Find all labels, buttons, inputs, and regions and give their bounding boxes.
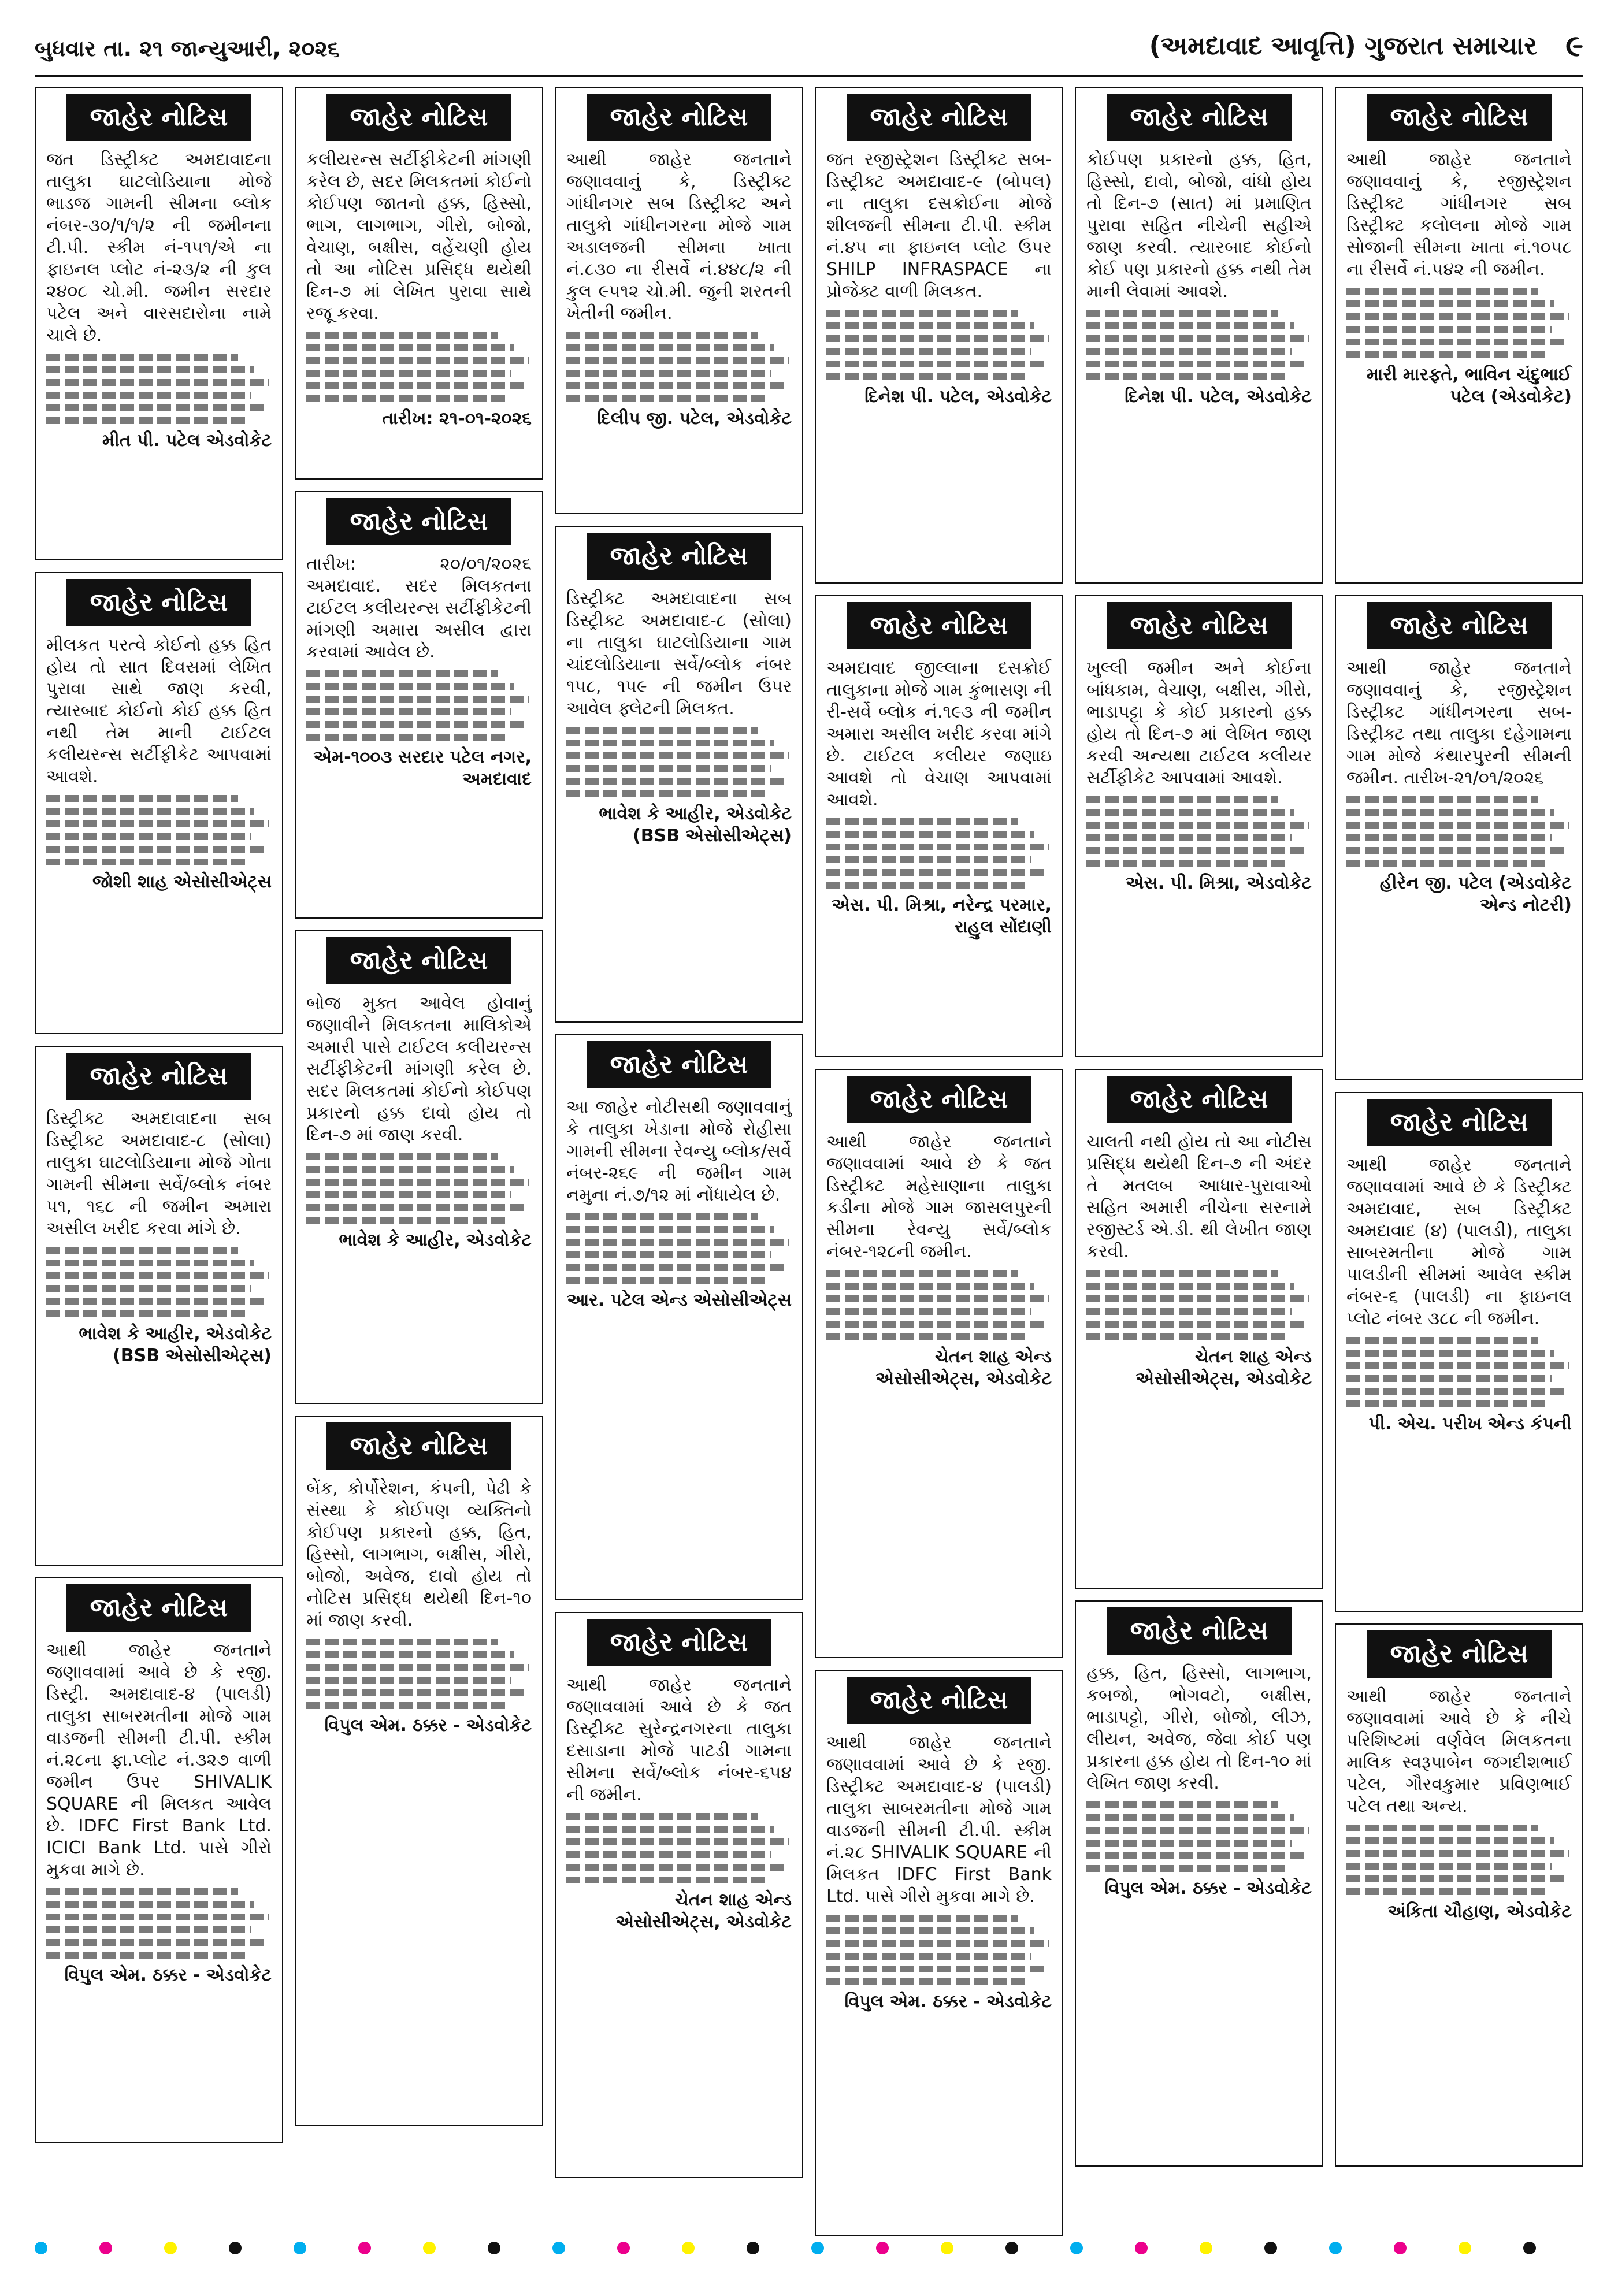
text-line <box>306 1179 529 1186</box>
text-line <box>1086 1865 1289 1872</box>
public-notice <box>815 87 1063 584</box>
text-line <box>306 1191 511 1198</box>
text-line <box>826 1915 1018 1922</box>
text-line <box>306 370 511 377</box>
text-line <box>46 1260 254 1266</box>
notice-text: ચાલતી નથી હોય તો આ નોટીસ પ્રસિદ્ધ થયેથી દિન-૭ ની અંદર તે મતલબ આધાર-પુરાવાઓ સહિત અમારી નીચેના સરનામે રજીસ્ટર્ડ એ.ડી. થી લેખીત જાણ કરવી. <box>1086 1132 1312 1262</box>
notice-signature: દિલીપ જી. પટેલ, એડવોકેટ <box>597 408 792 429</box>
public-notice <box>1335 1623 1583 2167</box>
text-line <box>1086 1827 1309 1834</box>
registration-dot <box>1459 2242 1471 2254</box>
issue-date: બુધવાર તા. ૨૧ જાન્યુઆરી, ૨૦૨૬ <box>35 36 340 61</box>
text-line <box>566 752 789 759</box>
text-line <box>46 404 267 411</box>
text-line <box>566 790 769 797</box>
notice-title: જાહેર નોટિસ <box>847 1076 1031 1123</box>
text-line <box>826 1966 1047 1972</box>
notice-body <box>1076 1123 1322 1398</box>
text-line <box>826 1927 1034 1934</box>
notice-title: જાહેર નોટિસ <box>1367 94 1552 141</box>
notice-signature: અંકિતા ચૌહાણ, એડવોકેટ <box>1387 1901 1572 1922</box>
public-notice <box>815 1670 1063 2236</box>
text-line <box>1346 822 1569 829</box>
text-line <box>826 818 1018 825</box>
text-line <box>566 382 787 389</box>
text-line <box>1346 796 1538 803</box>
notice-signature: વિપુલ એમ. ઠક્કર - એડવોકેટ <box>1104 1878 1312 1899</box>
text-line <box>306 1677 511 1684</box>
text-line <box>826 1978 1029 1985</box>
text-line <box>1086 1814 1294 1821</box>
text-line <box>46 1272 269 1279</box>
text-line <box>1086 373 1289 380</box>
notice-signature: દિનેશ પી. પટેલ, એડવોકેટ <box>1125 387 1312 407</box>
text-line <box>1346 1362 1569 1369</box>
text-line <box>306 683 514 690</box>
notice-signature: ભાવેશ કે આહીર, એડવોકેટ (BSB એસોસીએટ્સ) <box>79 1324 272 1366</box>
public-notice <box>295 930 543 1404</box>
notice-signature: એમ-૧૦૦૩ સરદાર પટેલ નગર, અમદાવાદ <box>313 747 532 789</box>
text-line <box>1346 339 1567 345</box>
text-line <box>1086 1295 1309 1302</box>
notice-body <box>296 984 542 1260</box>
text-line <box>1346 1863 1552 1870</box>
notice-title: જાહેર નોટિસ <box>847 94 1031 141</box>
public-notice <box>555 1612 803 2178</box>
text-line <box>566 357 789 364</box>
text-line <box>306 1153 498 1160</box>
text-line <box>1086 1283 1294 1290</box>
text-line <box>1346 1837 1554 1844</box>
notice-title: જાહેર નોટિસ <box>326 1422 511 1470</box>
text-line <box>566 1239 789 1246</box>
page-number: ૯ <box>1565 29 1583 64</box>
notice-text: ડિસ્ટ્રીક્ટ અમદાવાદના સબ ડિસ્ટ્રીક્ટ અમદાવાદ-૮ (સોલા) તાલુકા ઘાટલોડિયાના મોજે ગોતા ગામની સીમના સર્વે/બ્લોક નંબર ૫૧, ૧૬૮ ની જમીન અમારા અસીલ ખરીદ કરવા માંગે છે. <box>46 1109 272 1239</box>
notice-title: જાહેર નોટિસ <box>587 1619 771 1666</box>
registration-dot <box>1264 2242 1277 2254</box>
notice-body <box>1336 1678 1582 1931</box>
text-line <box>566 332 758 339</box>
text-line <box>826 831 1034 838</box>
notice-signature: ભાવેશ કે આહીર, એડવોકેટ <box>339 1230 532 1250</box>
notice-title: જાહેર નોટિસ <box>66 1584 251 1632</box>
registration-dot <box>811 2242 824 2254</box>
public-notice <box>555 1034 803 1600</box>
notice-body <box>556 1088 802 1320</box>
text-line <box>46 820 269 827</box>
text-line <box>1086 809 1294 816</box>
notice-signature: ભાવેશ કે આહીર, એડવોકેટ (BSB એસોસીએટ્સ) <box>599 804 792 846</box>
notice-signature: એસ. પી. મિશ્રા, નરેન્દ્ર પરમાર, રાહુલ સોંદાણી <box>832 895 1052 937</box>
notice-text: ખુલ્લી જમીન અને કોઈના બાંધકામ, વેચાણ, બક્ષીસ, ગીરો, ભાડાપટ્ટા કે કોઈ પ્રકારનો હક્ક હોય તો દિન-૭ માં લેખિત જાણ કરવી અન્યથા ટાઈટલ કલીયર સર્ટીફીકેટ આપવામાં આવશે. <box>1086 658 1312 788</box>
text-line <box>826 1270 1018 1277</box>
registration-dot <box>1394 2242 1407 2254</box>
text-line <box>826 335 1049 342</box>
notice-title: જાહેર નોટિસ <box>326 937 511 984</box>
text-line <box>46 392 251 399</box>
notice-text: બેંક, કોર્પોરેશન, કંપની, પેઢી કે સંસ્થા કે કોઈપણ વ્યક્તિનો કોઈપણ પ્રકારનો હક્ક, હિત, હિસ્સો, લાગભાગ, બક્ષીસ, ગીરો, બોજો, અવેજ, દાવો હોય તો નોટિસ પ્રસિદ્ધ થયેથી દિન-૧૦ માં જાણ કરવી. <box>306 1478 532 1630</box>
notice-title: જાહેર નોટિસ <box>1107 602 1292 649</box>
text-line <box>46 808 254 815</box>
text-line <box>1086 310 1278 317</box>
text-line <box>826 361 1047 367</box>
notice-body <box>36 141 282 460</box>
text-line <box>306 1664 529 1671</box>
public-notice <box>35 87 283 560</box>
notice-signature: મારી મારફતે, ભાવિન ચંદુભાઈ પટેલ (એડવોકેટ) <box>1366 365 1572 407</box>
notice-text: આથી જાહેર જનતાને જણાવવામાં આવે છે કે જત ડિસ્ટ્રીક્ટ મહેસાણાના તાલુકા કડીના મોજે ગામ જાસલપુરની સીમના રેવન્યુ સર્વે/બ્લોક નંબર-૧૨૮ની જમીન. <box>826 1132 1052 1262</box>
notice-title: જાહેર નોટિસ <box>66 94 251 141</box>
text-line <box>1346 809 1554 816</box>
text-line <box>306 344 514 351</box>
notice-text: જત ડિસ્ટ્રીક્ટ અમદાવાદના તાલુકા ઘાટલોડિયાના મોજે ભાડજ ગામની સીમના બ્લોક નંબર-૩૦/૧/૧/૨ ની જમીનના ટી.પી. સ્કીમ નં-૧૫૧/એ ના ફાઇનલ પ્લોટ નં-૨૩/૨ ની કુલ ૨૪૦૮ ચો.મી. જમીન સરદાર પટેલ અને વારસદારોના નામે ચાલે છે. <box>46 150 272 345</box>
text-line <box>306 382 527 389</box>
text-line <box>1346 1850 1569 1857</box>
notice-title: જાહેર નોટિસ <box>1107 1076 1292 1123</box>
public-notice <box>295 87 543 480</box>
notice-signature: મીત પી. પટેલ એડવોકેટ <box>102 430 272 451</box>
text-line <box>46 1310 249 1317</box>
text-line <box>306 1204 527 1211</box>
public-notice <box>35 1577 283 2143</box>
notice-body <box>1336 649 1582 924</box>
registration-dot <box>1070 2242 1083 2254</box>
notice-signature: તારીખ: ૨૧-૦૧-૨૦૨૬ <box>382 408 532 429</box>
text-line <box>46 1939 267 1946</box>
public-notice <box>555 526 803 1023</box>
text-line <box>566 370 771 377</box>
text-line <box>1346 288 1538 295</box>
text-line <box>46 354 238 361</box>
notice-body <box>816 141 1062 416</box>
notice-title: જાહેર નોટિસ <box>587 1041 771 1088</box>
public-notice <box>295 1416 543 2126</box>
text-line <box>826 1308 1031 1315</box>
notice-text: આથી જાહેર જનતાને જણાવવામાં આવે છે કે જત ડિસ્ટ્રીક્ટ સુરેન્દ્રનગરના તાલુકા દસાડાના મોજે પાટડી ગામના સીમના સર્વે/બ્લોક નંબર-૬૫૪ ની જમીન. <box>566 1675 792 1805</box>
notice-text: આથી જાહેર જનતાને જણાવવાનું કે, રજીસ્ટ્રેશન ડિસ્ટ્રીક્ટ ગાંધીનગરના સબ-ડિસ્ટ્રીક્ટ તથા તાલુકા દહેગામના ગામ મોજે કંથારપુરની સીમની જમીન. તારીખ-૨૧/૦૧/૨૦૨૬ <box>1346 658 1572 788</box>
text-line <box>46 366 254 373</box>
notice-signature: પી. એચ. પરીખ એન્ડ કંપની <box>1368 1414 1572 1434</box>
registration-dot <box>617 2242 630 2254</box>
notice-text: કલીયરન્સ સર્ટીફીકેટની માંગણી કરેલ છે, સદર મિલકતમાં કોઈનો કોઈપણ જાતનો હક્ક, હિસ્સો, ભાગ, લાગભાગ, ગીરો, બોજો, વેચાણ, બક્ષીસ, વહેંચણી હોય તો આ નોટિસ પ્રસિદ્ધ થયેથી દિન-૭ માં લેખિત પુરાવા સાથે રજૂ કરવા. <box>306 150 532 324</box>
text-line <box>566 765 771 772</box>
text-line <box>306 1651 514 1658</box>
registration-dot <box>747 2242 759 2254</box>
registration-dot <box>229 2242 242 2254</box>
text-line <box>826 348 1031 355</box>
text-line <box>46 1952 249 1959</box>
registration-dot <box>876 2242 889 2254</box>
notice-body <box>1076 649 1322 902</box>
notice-body <box>1336 1146 1582 1443</box>
text-line <box>46 833 251 840</box>
text-line <box>566 727 758 734</box>
notice-signature: વિપુલ એમ. ઠક્કર - એડવોકેટ <box>844 1992 1052 2012</box>
text-line <box>1086 1840 1292 1847</box>
registration-dot <box>294 2242 306 2254</box>
notice-title: જાહેર નોટિસ <box>1107 94 1292 141</box>
text-line <box>566 1226 774 1233</box>
notice-text: તારીખ: ૨૦/૦૧/૨૦૨૬ અમદાવાદ. સદર મિલકતના ટાઈટલ કલીયરન્સ સર્ટીફીકેટની માંગણી અમારા અસીલ દ્વારા કરવામાં આવેલ છે. <box>306 554 532 662</box>
text-line <box>1086 1270 1278 1277</box>
text-line <box>826 310 1018 317</box>
text-line <box>46 1298 267 1305</box>
public-notice <box>555 87 803 514</box>
text-line <box>826 844 1049 850</box>
notice-signature: એસ. પી. મિશ્રા, એડવોકેટ <box>1125 873 1312 893</box>
text-line <box>1086 834 1292 841</box>
text-line <box>566 1877 769 1883</box>
text-line <box>1086 1333 1289 1340</box>
public-notice <box>1335 595 1583 1080</box>
notice-signature: જોશી શાહ એસોસીએટ્સ <box>92 872 272 892</box>
text-line <box>826 1333 1029 1340</box>
notice-title: જાહેર નોટિસ <box>847 1677 1031 1724</box>
registration-dot <box>1005 2242 1018 2254</box>
text-line <box>1346 1888 1549 1895</box>
print-color-bar <box>35 2236 1583 2259</box>
text-line <box>46 1926 251 1933</box>
text-line <box>1346 834 1552 841</box>
text-line <box>826 373 1029 380</box>
notice-signature: હીરેન જી. પટેલ (એડવોકેટ એન્ડ નોટરી) <box>1379 873 1572 915</box>
page-header <box>35 23 1583 77</box>
notice-body <box>556 141 802 438</box>
notice-text: આથી જાહેર જનતાને જણાવવામાં આવે છે કે રજી. ડિસ્ટ્રી. અમદાવાદ-૪ (પાલડી) તાલુકા સાબરમતીના મોજે ગામ વાડજની સીમની ટી.પી. સ્કીમ નં.૨૮ના ફા.પ્લોટ નં.૩૨૭ વાળી જમીન ઉપર SHIVALIK SQUARE ની મિલકત આવેલ છે. IDFC First Bank Ltd. ICICI Bank Ltd. પાસે ગીરો મુકવા માગે છે. <box>46 1640 272 1880</box>
text-line <box>566 1251 771 1258</box>
public-notice <box>815 595 1063 1057</box>
edition-masthead: (અમદાવાદ આવૃત્તિ) ગુજરાત સમાચાર <box>1149 31 1537 61</box>
notice-body <box>36 1632 282 1994</box>
text-line <box>306 1689 527 1696</box>
text-line <box>566 740 774 746</box>
notice-body <box>556 1666 802 1941</box>
notice-signature: ચેતન શાહ એન્ડ એસોસીએટ્સ, એડવોકેટ <box>1135 1347 1312 1389</box>
text-line <box>46 795 238 802</box>
notice-signature: વિપુલ એમ. ઠક્કર - એડવોકેટ <box>324 1715 532 1736</box>
text-line <box>46 1888 238 1895</box>
text-line <box>826 1295 1049 1302</box>
text-line <box>306 332 498 339</box>
text-line <box>1086 847 1307 854</box>
notice-title: જાહેર નોટિસ <box>326 94 511 141</box>
text-line <box>566 1838 789 1845</box>
text-line <box>1346 300 1554 307</box>
registration-dot <box>99 2242 112 2254</box>
text-line <box>306 1702 509 1709</box>
text-line <box>46 859 249 865</box>
notice-text: અમદાવાદ જીલ્લાના દસક્રોઈ તાલુકાના મોજે ગામ કુંભાસણ ની રી-સર્વે બ્લોક નં.૧૯૩ ની જમીન અમારા અસીલ ખરીદ કરવા માંગે છે. ટાઈટલ કલીયર જણાઇ આવશે તો વેચાણ આપવામાં આવશે. <box>826 658 1052 810</box>
text-line <box>826 1321 1047 1328</box>
notice-title: જાહેર નોટિસ <box>1367 1099 1552 1146</box>
notice-text: ડિસ્ટ્રીક્ટ અમદાવાદના સબ ડિસ્ટ્રીક્ટ અમદાવાદ-૮ (સોલા) ના તાલુકા ઘાટલોડિયાના ગામ ચાંદલોડિયાના સર્વે/બ્લોક નંબર ૧૫૮, ૧૫૯ ની જમીન ઉપર આવેલ ફ્લેટની મિલકત. <box>566 589 792 719</box>
notice-text: જત રજીસ્ટ્રેશન ડિસ્ટ્રીક્ટ સબ-ડિસ્ટ્રીક્ટ અમદાવાદ-૯ (બોપલ) ના તાલુકા દસક્રોઈના મોજે શીલજની સીમના ટી.પી. સ્કીમ નં.૪૫ ના ફાઇનલ પ્લોટ ઉપર SHILP INFRASPACE ના પ્રોજેક્ટ વાળી મિલકત. <box>826 150 1052 302</box>
text-line <box>1346 313 1569 320</box>
text-line <box>1086 1321 1307 1328</box>
registration-dot <box>682 2242 695 2254</box>
notice-signature: ચેતન શાહ એન્ડ એસોસીએટ્સ, એડવોકેટ <box>875 1347 1052 1389</box>
notice-text: આથી જાહેર જનતાને જણાવવાનું કે, રજીસ્ટ્રેશન ડિસ્ટ્રીક્ટ ગાંધીનગર સબ ડિસ્ટ્રીક્ટ કલોલના મોજે ગામ સોજાની સીમના ખાતા નં.૧૦૫૮ ના રીસર્વે નં.૫૪૨ ની જમીન. <box>1346 150 1572 280</box>
text-line <box>826 882 1029 889</box>
notice-text: મીલકત પરત્વે કોઈનો હક્ક હિત હોય તો સાત દિવસમાં લેખિત પુરાવા સાથે જાણ કરવી, ત્યારબાદ કોઈનો કોઈ હક્ક હિત નથી તેમ માની ટાઈટલ કલીયરન્સ સર્ટીફીકેટ આપવામાં આવશે. <box>46 635 272 787</box>
text-line <box>306 670 498 677</box>
notice-signature: દિનેશ પી. પટેલ, એડવોકેટ <box>864 387 1052 407</box>
text-line <box>1086 348 1292 355</box>
text-line <box>566 395 769 402</box>
text-line <box>1346 351 1549 358</box>
registration-dot <box>423 2242 436 2254</box>
notice-body <box>36 1100 282 1375</box>
notice-title: જાહેર નોટિસ <box>66 579 251 626</box>
public-notice <box>295 491 543 919</box>
text-line <box>826 322 1034 329</box>
notice-signature: વિપુલ એમ. ઠક્કર - એડવોકેટ <box>64 1965 272 1985</box>
text-line <box>566 344 774 351</box>
registration-dot <box>488 2242 500 2254</box>
text-line <box>826 856 1031 863</box>
registration-dot <box>1200 2242 1212 2254</box>
registration-dot <box>358 2242 371 2254</box>
text-line <box>46 1285 251 1292</box>
text-line <box>1346 1350 1554 1357</box>
text-line <box>306 1639 498 1645</box>
notice-title: જાહેર નોટિસ <box>587 533 771 580</box>
text-line <box>826 869 1047 876</box>
notice-body <box>816 1123 1062 1398</box>
text-line <box>1086 796 1278 803</box>
text-line <box>826 1953 1031 1960</box>
text-line <box>1086 361 1307 367</box>
text-line <box>46 379 269 386</box>
text-line <box>566 1264 787 1271</box>
notice-body <box>1336 141 1582 416</box>
notice-body <box>296 545 542 798</box>
text-line <box>1346 326 1552 333</box>
notice-body <box>296 1470 542 1745</box>
text-line <box>566 1813 758 1820</box>
notice-body <box>816 649 1062 946</box>
text-line <box>566 1851 771 1858</box>
notice-body <box>36 626 282 901</box>
notice-title: જાહેર નોટિસ <box>1367 1630 1552 1678</box>
registration-dot <box>941 2242 953 2254</box>
text-line <box>1086 860 1289 867</box>
notice-text: આથી જાહેર જનતાને જણાવવામાં આવે છે કે રજી. ડિસ્ટ્રીક્ટ અમદાવાદ-૪ (પાલડી) તાલુકા સાબરમતીના મોજે ગામ વાડજની સીમની ટી.પી. સ્કીમ નં.૨૮ SHIVALIK SQUARE ની મિલકત IDFC First Bank Ltd. પાસે ગીરો મુકવા માગે છે. <box>826 1733 1052 1907</box>
notice-title: જાહેર નોટિસ <box>326 498 511 545</box>
notice-signature: આર. પટેલ એન્ડ એસોસીએટ્સ <box>567 1290 792 1310</box>
notice-signature: ચેતન શાહ એન્ડ એસોસીએટ્સ, એડવોકેટ <box>615 1890 792 1932</box>
text-line <box>46 417 249 424</box>
text-line <box>566 1277 769 1284</box>
public-notice <box>815 1069 1063 1658</box>
text-line <box>306 696 529 703</box>
notice-text: આથી જાહેર જનતાને જણાવવાનું કે, ડિસ્ટ્રીક્ટ ગાંધીનગર સબ ડિસ્ટ્રીક્ટ અને તાલુકો ગાંધીનગરના મોજે ગામ અડાલજની સીમના ખાતા નં.૮૩૦ ના રીસર્વે નં.૪૪૮/૨ ની કુલ ૯૫૧૨ ચો.મી. જુની શરતની ખેતીની જમીન. <box>566 150 792 324</box>
text-line <box>1086 1801 1278 1808</box>
public-notice <box>1075 87 1323 584</box>
notice-title: જાહેર નોટિસ <box>847 602 1031 649</box>
notice-body <box>556 580 802 855</box>
text-line <box>306 1166 514 1173</box>
text-line <box>1086 1852 1307 1859</box>
notice-text: કોઈપણ પ્રકારનો હક્ક, હિત, હિસ્સો, દાવો, બોજો, વાંધો હોય તો દિન-૭ (સાત) માં પ્રમાણિત પુરાવા સહિત નીચેની સહીએ જાણ કરવી. ત્યારબાદ કોઈનો કોઈ પણ પ્રકારનો હક્ક નથી તેમ માની લેવામાં આવશે. <box>1086 150 1312 302</box>
notice-body <box>1076 141 1322 416</box>
public-notice <box>1335 1092 1583 1612</box>
text-line <box>1346 1400 1549 1407</box>
text-line <box>1346 1388 1567 1395</box>
text-line <box>1346 1337 1538 1344</box>
registration-dot <box>552 2242 565 2254</box>
text-line <box>46 1914 269 1920</box>
public-notice <box>35 572 283 1034</box>
public-notice <box>1075 595 1323 1057</box>
notice-title: જાહેર નોટિસ <box>66 1053 251 1100</box>
notice-body <box>296 141 542 438</box>
registration-dot <box>1329 2242 1342 2254</box>
notice-body <box>1076 1655 1322 1908</box>
notice-title: જાહેર નોટિસ <box>1107 1607 1292 1655</box>
text-line <box>306 734 509 741</box>
text-line <box>1086 335 1309 342</box>
public-notice <box>35 1046 283 1566</box>
text-line <box>1346 847 1567 854</box>
text-line <box>46 846 267 853</box>
text-line <box>46 1247 238 1254</box>
notice-text: આથી જાહેર જનતાને જણાવવામાં આવે છે કે ડિસ્ટ્રીક્ટ અમદાવાદ, સબ ડિસ્ટ્રીક્ટ અમદાવાદ (૪) (પાલડી), તાલુકા સાબરમતીના મોજે ગામ પાલડીની સીમમાં આવેલ સ્કીમ નંબર-૬ (પાલડી) ના ફાઇનલ પ્લોટ નંબર ૩૮૮ ની જમીન. <box>1346 1155 1572 1329</box>
text-line <box>566 778 787 785</box>
text-line <box>306 1217 509 1224</box>
text-line <box>1346 860 1549 867</box>
text-line <box>1346 1375 1552 1382</box>
text-line <box>306 708 511 715</box>
notice-title: જાહેર નોટિસ <box>1367 602 1552 649</box>
public-notice <box>1075 1600 1323 2167</box>
registration-dot <box>1523 2242 1536 2254</box>
text-line <box>826 1940 1049 1947</box>
notice-text: આ જાહેર નોટીસથી જણાવવાનું કે તાલુકા ખેડાના મોજે રોહીસા ગામની સીમના રેવન્યુ બ્લોક/સર્વે નંબર-૨૬૯ ની જમીન ગામ નમુના નં.૭/૧૨ માં નોંધાયેલ છે. <box>566 1097 792 1205</box>
notice-title: જાહેર નોટિસ <box>587 94 771 141</box>
text-line <box>306 357 529 364</box>
notice-body <box>816 1724 1062 2021</box>
text-line <box>1346 1825 1538 1831</box>
text-line <box>1346 1875 1567 1882</box>
notice-text: હક્ક, હિત, હિસ્સો, લાગભાગ, કબજો, ભોગવટો, બક્ષીસ, ભાડાપટ્ટો, ગીરો, બોજો, લીઝ, લીયન, અવેજ, જેવા કોઈ પણ પ્રકારના હક્ક હોય તો દિન-૧૦ માં લેખિત જાણ કરવી. <box>1086 1663 1312 1793</box>
text-line <box>46 1901 254 1908</box>
notice-text: બોજ મુક્ત આવેલ હોવાનું જણાવીને મિલકતના માલિકોએ અમારી પાસે ટાઈટલ કલીયરન્સ સર્ટીફીકેટની માંગણી કરેલ છે. સદર મિલકતમાં કોઈનો કોઈપણ પ્રકારનો હક્ક દાવો હોય તો દિન-૭ માં જાણ કરવી. <box>306 993 532 1145</box>
notice-text: આથી જાહેર જનતાને જણાવવામાં આવે છે કે નીચે પરિશિષ્ટમાં વર્ણવેલ મિલકતના માલિક સ્વરૂપાબેન જગદીશભાઈ પટેલ, ગૌરવકુમાર પ્રવિણભાઈ પટેલ તથા અન્ય. <box>1346 1686 1572 1816</box>
text-line <box>566 1826 774 1833</box>
public-notice <box>1075 1069 1323 1589</box>
text-line <box>566 1213 758 1220</box>
text-line <box>826 1283 1034 1290</box>
text-line <box>1086 1308 1292 1315</box>
text-line <box>1086 822 1309 829</box>
text-line <box>306 721 527 728</box>
text-line <box>1086 322 1294 329</box>
registration-dot <box>35 2242 47 2254</box>
registration-dot <box>164 2242 177 2254</box>
text-line <box>566 1864 787 1871</box>
public-notice <box>1335 87 1583 584</box>
registration-dot <box>1135 2242 1148 2254</box>
text-line <box>306 395 509 402</box>
